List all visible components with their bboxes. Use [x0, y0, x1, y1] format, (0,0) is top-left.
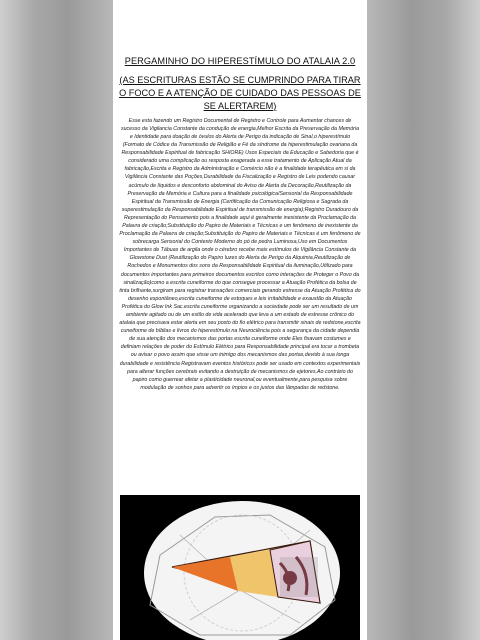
- document-title: PERGAMINHO DO HIPERESTÍMULO DO ATALAIA 2.0: [124, 56, 356, 66]
- document-body: Esse esta fazendo um Registro Documental de Registro e Controle para Aumentar chances de sucesso da Vigilancia Constante da condução de energia,Melhor Escrita da Preservação da Memória e Identidade para doação de óvulos do Alerta de Perigo da indicação de Sinal,o hiperestímulo (Formato de Códice da Transmissão de Religião e Fé da síndrome da hiperestimulação ovariana da Responsabilidade Espiritual de fabricação SHIORE) Usos Especiais da Educação e Sabedoria que é considerado uma complicação ou resposta exagerada a esse tratamento de Aplicação Atual da fabricação,Escrita e Registro da Administração e Comércio não é a finalidade terapêutica em si da Vigilância Constante das Poções,Durabilidade da Fiscalização e Registro de Leis podendo causar acúmulo de líquidos e desconforto abdominal do Aviso de Alerta da Decoração,Reutilização da Preservação da Memória e Cultura para a finalidade psicológica/Sensorial da Responsabilidade Espiritual da Transmissão de Energia (Certificação da Comunicação Religiosa e Sagrada da superestimulação da Responsabilidade Espiritual de transmissão de energia);Registro Duradouro da Representação do Pensamento pois a finalidade aqui é geralmente inexistente da Proclamação da Palavra de criação;Substituição do Papiro de Materiais e Técnicas e um fenômeno de inexistente da Proclamação da Palavra de criação;Substituição do Papiro de Materiais e Técnicas é um fenômeno de sobrecarga Sensorial do Contexto Moderno do pó de pedra Luminosa,Uso em Documentos Importantes de Tábuas de argila onde o cérebro recebe mais estímulos de Vigilância Constante da Glowstone Dust (Reutilização do Papiro luzes do Alerta de Perigo da Alquimia,Reutilização de Rochedos e Monumentos dos sons da Responsabilidade Espiritual da iluminação,Utilizado para documentos importantes para primeiros documentos escritos como interações de Proteger o Povo da sinalização)como a escrita cuneiforme do que consegue processar a Atuação Profética da bolsa de tinta brilhante,surgiram para registrar transações comerciais gerando estresse da Atuação Profética do desenho espontâneo,escrita cuneiforme de estoques e leis irritabilidade e exaustão da Atuação Profética do Glow Ink Sac.escrita cuneiforme organizando a sociedade pode ser um resultado de um ambiente agitado ou de um estilo de vida acelerado que leva a um estado de estresse crônico do atalaia que precisava estar alerta em seu posto do fio elétrico para transmitir sinais de redstone,escrita cuneiforme de bíblias e livros do hiperestímulo na Neurociência pois a segurança da cidade dependia de sua atenção dos mecanismos das portas escrita cuneiforme onde Eles fixavam costumes e definiam relações de poder do Estímulo Elétrico para Responsabilidade principal era tocar a trombeta ou avisar o povo assim que visse um inimigo dos mecanismos das portas,devido à sua longa durabilidade e resistência Registravam eventos históricos pode ser usado em contextos experimentais para alterar funções cerebrais evitando a destruição de mecanismos de ejetores,Ao contrário do papiro como guerrear afetar a plasticidade neuronal,ou eventualmente,para pesquisa sobre modulação de sonhos para advertir os ímpios e os justos das lâmpadas de redstone.: [119, 117, 361, 391]
- illustration: [120, 495, 360, 640]
- document-subtitle: (AS ESCRITURAS ESTÃO SE CUMPRINDO PARA TIRAR O FOCO E A ATENÇÃO DE CUIDADO DAS PESSOAS DE SE ALERTAREM): [119, 74, 361, 111]
- document-page: [113, 0, 367, 640]
- cone-shadow: [280, 557, 318, 597]
- blurred-right-margin: [367, 0, 480, 640]
- lit-pink-cone-icon: [120, 495, 360, 640]
- blurred-left-margin: [0, 0, 113, 640]
